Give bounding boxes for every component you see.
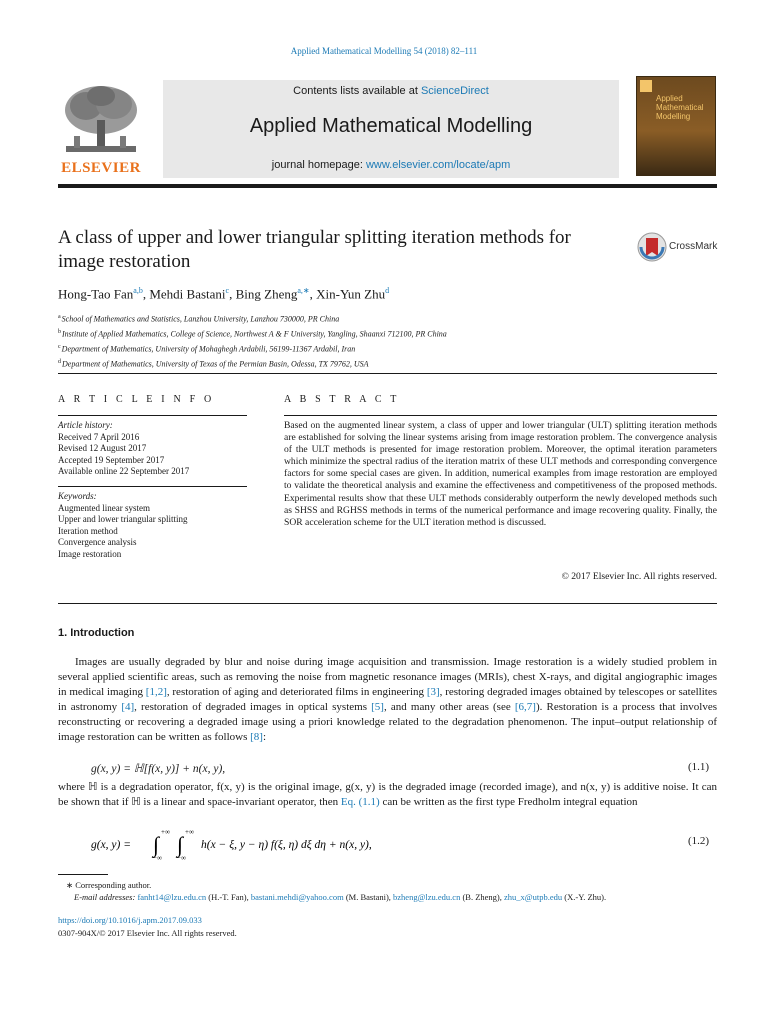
history-item: Accepted 19 September 2017: [58, 454, 165, 465]
integral-sign: ∫: [153, 832, 160, 857]
author-name: Mehdi Bastani: [149, 286, 226, 302]
paragraph-text: Images are usually degraded by blur and noise during image acquisition and transmission. Image restoration is a widely studied problem in several applied scientific areas, such as removing the noise from magnetic resonance images (MRIs), chest X-rays, and digital angiographic images in medical imaging: [58, 656, 717, 698]
equation-1-2: [91, 827, 421, 861]
journal-title: Applied Mathematical Modelling: [249, 115, 533, 137]
paragraph-text: , restoring degraded images obtained by telescopes or satellites in astronomy: [58, 685, 717, 713]
footnote-rule: [58, 874, 108, 875]
corresponding-author-note: ∗ Corresponding author.: [66, 880, 152, 890]
history-label: Article history:: [58, 420, 113, 430]
email-owner: (H.-T. Fan),: [206, 892, 251, 902]
affiliation-key: a: [58, 314, 61, 320]
divider: [58, 373, 717, 374]
crossmark-label[interactable]: CrossMark: [669, 241, 718, 252]
citation-link[interactable]: [3]: [426, 685, 440, 698]
keywords-label: Keywords:: [58, 491, 97, 501]
paper-title: A class of upper and lower triangular splitting iteration methods for image restoration: [58, 227, 571, 272]
affiliations: [58, 311, 447, 372]
affiliation-text: Institute of Applied Mathematics, College of Science, Northwest A & F University, Yangling, Shaanxi 712100, PR China: [62, 329, 447, 339]
divider: [58, 415, 247, 416]
equation-ref-link[interactable]: Eq. (1.1): [340, 795, 380, 808]
email-link[interactable]: bastani.mehdi@yahoo.com: [250, 892, 344, 902]
abstract-text: Based on the augmented linear system, a class of upper and lower triangular (ULT) splitting iteration methods are established for solving the linear systems arising from image restoration problem. The convergence analysis of the ULT methods is presented for image restoration problem. Moreover, the optimal iteration parameters which minimize the spectral radius of the iteration matrix of these ULT methods and corresponding convergence factors for some special cases are given. In addition, numerical examples from image restoration are employed to validate the theoretical analysis and examine the effectiveness and competitiveness of the proposed methods. Experimental results show that these ULT methods considerably outperform the newly developed methods such as SHSS and RGHSS methods in terms of the numerical performance and image recovering quality. Finally, the SOR acceleration scheme for the ULT iteration method is discussed.: [284, 420, 717, 528]
article-history: [58, 420, 189, 478]
integral-lower-limit: −∞: [177, 854, 186, 861]
affiliation: [58, 341, 447, 356]
affiliation-text: Department of Mathematics, University of Texas of the Permian Basin, Odessa, TX 79762, USA: [62, 360, 369, 370]
section-heading: 1. Introduction: [58, 627, 135, 639]
author-affil-link[interactable]: d: [385, 286, 390, 295]
homepage-line: [163, 159, 619, 171]
affiliation-key: c: [58, 344, 61, 351]
divider: [58, 486, 247, 487]
equation-number: (1.2): [688, 835, 710, 847]
cover-word: Applied: [656, 94, 683, 103]
author-affil-link[interactable]: a,∗: [297, 286, 310, 295]
cover-word: Mathematical: [656, 103, 704, 112]
history-item: Revised 12 August 2017: [58, 443, 147, 454]
issn-copyright: 0307-904X/© 2017 Elsevier Inc. All rights reserved.: [58, 928, 237, 938]
article-info-heading: A R T I C L E I N F O: [58, 394, 215, 405]
paragraph: [58, 655, 717, 744]
keyword: Augmented linear system: [58, 502, 150, 513]
affiliation-text: School of Mathematics and Statistics, Lanzhou University, Lanzhou 730000, PR China: [61, 314, 340, 324]
doi-link[interactable]: https://doi.org/10.1016/j.apm.2017.09.033: [58, 915, 202, 925]
citation-link[interactable]: [1,2]: [145, 685, 167, 698]
abstract-copyright: © 2017 Elsevier Inc. All rights reserved.: [561, 571, 717, 582]
crossmark-icon[interactable]: [637, 232, 667, 262]
paragraph-text: can be written as the first type Fredholm integral equation: [379, 795, 638, 808]
email-label: E-mail addresses:: [74, 892, 136, 902]
paragraph-text: :: [262, 730, 267, 743]
email-owner: (M. Bastani),: [343, 892, 394, 902]
history-item: Available online 22 September 2017: [58, 466, 190, 477]
citation-link[interactable]: [6,7]: [514, 700, 536, 713]
cover-emblem: [640, 80, 652, 92]
paragraph-text: where ℍ is a degradation operator, f(x, y) is the original image, g(x, y) is the degraded image (recorded image), and n(x, y) is additive noise. It can be shown that if ℍ is a linear and space-invariant operator, then: [58, 781, 717, 808]
journal-reference[interactable]: Applied Mathematical Modelling 54 (2018) 82–111: [290, 46, 478, 56]
equation-number: (1.1): [688, 761, 710, 773]
citation-link[interactable]: [8]: [250, 730, 263, 743]
author-name: Hong-Tao Fan: [58, 286, 134, 302]
sciencedirect-link[interactable]: ScienceDirect: [420, 85, 489, 97]
homepage-prefix: journal homepage:: [271, 159, 366, 171]
affiliation: [58, 311, 447, 326]
cover-title: [656, 94, 704, 121]
author-affil-link[interactable]: a,b: [133, 286, 143, 295]
integral-upper-limit: +∞: [185, 828, 194, 836]
affiliation-text: Department of Mathematics, University of Mohaghegh Ardabili, 56199-11367 Ardabil, Iran: [61, 344, 356, 354]
header-rule: [58, 184, 717, 188]
elsevier-wordmark: ELSEVIER: [61, 160, 141, 176]
cover-word: Modelling: [656, 112, 691, 121]
affiliation-key: d: [58, 359, 61, 366]
author-affil-link[interactable]: c: [225, 286, 230, 295]
divider: [58, 603, 717, 604]
affiliation-key: b: [58, 329, 61, 336]
integral-lower-limit: −∞: [153, 854, 162, 861]
email-addresses: [74, 892, 606, 902]
divider: [284, 415, 717, 416]
citation-link[interactable]: [4]: [121, 700, 135, 713]
contents-prefix: Contents lists available at: [293, 85, 421, 97]
author-name: Bing Zheng: [235, 286, 298, 302]
email-link[interactable]: fanht14@lzu.edu.cn: [137, 892, 207, 902]
email-owner: (X.-Y. Zhu).: [562, 892, 607, 902]
abstract-heading: A B S T R A C T: [284, 394, 400, 405]
homepage-link[interactable]: www.elsevier.com/locate/apm: [365, 159, 511, 171]
paragraph: [58, 780, 717, 810]
paragraph-text: , restoration of aging and deteriorated films in engineering: [166, 685, 427, 698]
email-owner: (B. Zheng),: [460, 892, 505, 902]
email-link[interactable]: zhu_x@utpb.edu: [504, 892, 563, 902]
keywords: [58, 491, 187, 561]
author-name: Xin-Yun Zhu: [316, 286, 386, 302]
keyword: Upper and lower triangular splitting: [58, 514, 188, 525]
paragraph-text: , and many other areas (see: [383, 700, 515, 713]
keyword: Convergence analysis: [58, 537, 137, 548]
paragraph-text: ). Restoration is a process that involves reconstructing or recovering a degraded image using a priori knowledge related to the degradation phenomenon. The input–output relationship of image restoration can be written as follows: [58, 700, 717, 743]
paragraph-text: , restoration of degraded images in optical systems: [134, 700, 372, 713]
keyword: Image restoration: [58, 548, 122, 559]
equation-lhs: g(x, y) =: [91, 839, 132, 851]
equation-1-1: g(x, y) = ℍ[f(x, y)] + n(x, y),: [91, 763, 226, 775]
history-item: Received 7 April 2016: [58, 431, 140, 442]
affiliation: [58, 326, 447, 341]
integral-upper-limit: +∞: [161, 828, 170, 836]
email-link[interactable]: bzheng@lzu.edu.cn: [393, 892, 461, 902]
affiliation: [58, 356, 447, 371]
contents-line: [163, 85, 619, 97]
equation-integrand: h(x − ξ, y − η) f(ξ, η) dξ dη + n(x, y),: [201, 839, 372, 851]
integral-sign: ∫: [177, 832, 184, 857]
author-list: Hong-Tao Fan$^{a,b}$, Mehdi Bastani$^c$, Bing Zheng$^{a,∗}$, Xin-Yun Zhu$^d$: [58, 286, 390, 302]
keyword: Iteration method: [58, 525, 118, 536]
citation-link[interactable]: [5]: [371, 700, 384, 713]
